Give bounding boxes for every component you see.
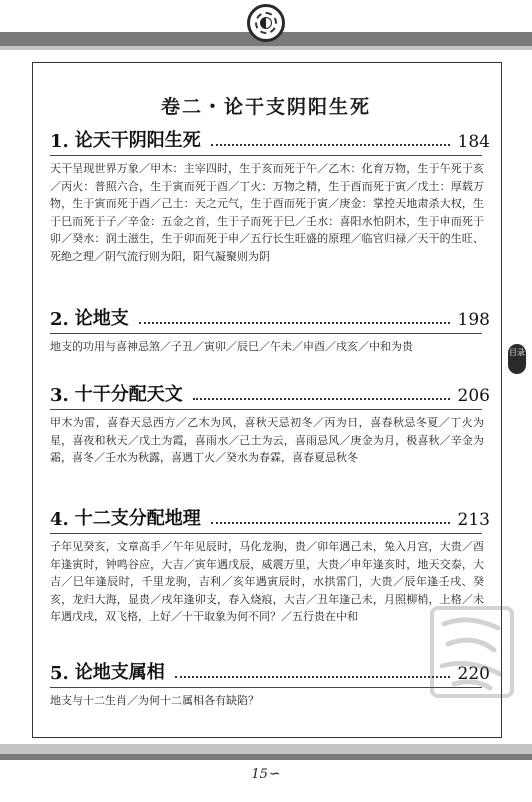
section-summary: 天干呈现世界万象／甲木：主宰四时，生于亥而死于午／乙木：化育万物，生于午死于亥／丙火：普照六合，生于寅而死于酉／丁火：万物之精，生于酉而死于寅／戊土：厚载万物，生于寅而死于酉／己土：天之元气，生于酉而死于寅／庚金：掌控天地肃杀大权，生于巳而死于子／辛金：五金之首，生于子而死于巳／壬水：喜阳水怕阴木，生于申而死于卯／癸水：润土滋生，生于卯而死于申／五行长生旺盛的原理／临官归禄／天干的生旺、死绝之理／阴气流行则为阳，阳气凝聚则为阴 [50, 162, 484, 263]
section-summary: 地支的功用与喜神忌煞／子丑／寅卯／辰巳／午未／申酉／戌亥／中和为贵 [50, 340, 413, 353]
leader-dots [139, 322, 450, 324]
bottom-band-dark [0, 754, 532, 760]
section-page-number[interactable]: 220 [457, 664, 490, 684]
toc-section-4[interactable] [50, 506, 490, 626]
toc-section-1[interactable] [50, 128, 490, 266]
section-number: 4. [50, 509, 69, 530]
leader-dots [211, 144, 450, 146]
section-page-number[interactable]: 206 [457, 386, 490, 406]
toc-section-3[interactable] [50, 382, 490, 467]
bottom-band [0, 744, 532, 754]
chapter-title: 卷二・论干支阴阳生死 [160, 96, 371, 118]
page-number-text: 15 [251, 767, 268, 782]
section-number: 3. [50, 385, 69, 406]
swash-flourish-icon: ∽ [268, 766, 281, 782]
section-number: 2. [50, 309, 69, 330]
section-summary: 甲木为雷，喜春天忌西方／乙木为风，喜秋天忌初冬／丙为日，喜春秋忌冬夏／丁火为星，喜夜和秋天／戊土为霞，喜雨水／己土为云，喜雨忌风／庚金为月，极喜秋／辛金为霜，喜冬／壬水为秋露，喜遇丁火／癸水为春霖，喜春夏忌秋冬 [50, 416, 484, 465]
section-title[interactable]: 论地支属相 [74, 662, 165, 683]
section-title[interactable]: 论地支 [74, 308, 129, 329]
leader-dots [193, 398, 450, 400]
section-summary: 子年见癸亥，文章高手／午年见辰时，马化龙驹，贵／卯年遇己未，兔入月宫，大贵／酉年逢寅时，钟鸣谷应，大吉／寅年遇戊辰，威震万里，大贵／申年逢亥时，地天交泰，大吉／巳年逢辰时，千里龙驹，吉利／亥年遇寅辰时，水拱雷门，大贵／辰年逢壬戌、癸亥，龙归大海，显贵／戌年逢卯支，春入烧痕，大吉／丑年逢己未，月照柳梢，上格／未年遇戊戌，双飞格，上好／十干取象为何不同？／五行贵在中和 [50, 540, 484, 624]
section-rule [50, 409, 482, 410]
section-rule [50, 533, 482, 534]
section-number: 5. [50, 663, 69, 684]
toc-section-5[interactable] [50, 660, 490, 710]
watermark-seal-icon [428, 604, 516, 700]
section-rule [50, 155, 482, 156]
top-band-light [0, 46, 532, 50]
section-page-number[interactable]: 184 [457, 132, 490, 152]
page-number [0, 766, 532, 782]
section-rule [50, 333, 482, 334]
section-page-number[interactable]: 198 [457, 310, 490, 330]
toc-section-2[interactable] [50, 306, 490, 356]
section-page-number[interactable]: 213 [457, 510, 490, 530]
section-title[interactable]: 十二支分配地理 [74, 508, 201, 529]
section-title[interactable]: 十干分配天文 [74, 384, 183, 405]
leader-dots [211, 522, 450, 524]
section-rule [50, 687, 482, 688]
leader-dots [175, 676, 450, 678]
side-tab-contents[interactable]: 目录 [508, 344, 526, 374]
section-title[interactable]: 论天干阴阳生死 [74, 130, 201, 151]
section-summary: 地支与十二生肖／为何十二属相各有缺陷？ [50, 694, 259, 707]
yin-yang-bagua-icon [247, 4, 285, 42]
section-number: 1. [50, 131, 69, 152]
